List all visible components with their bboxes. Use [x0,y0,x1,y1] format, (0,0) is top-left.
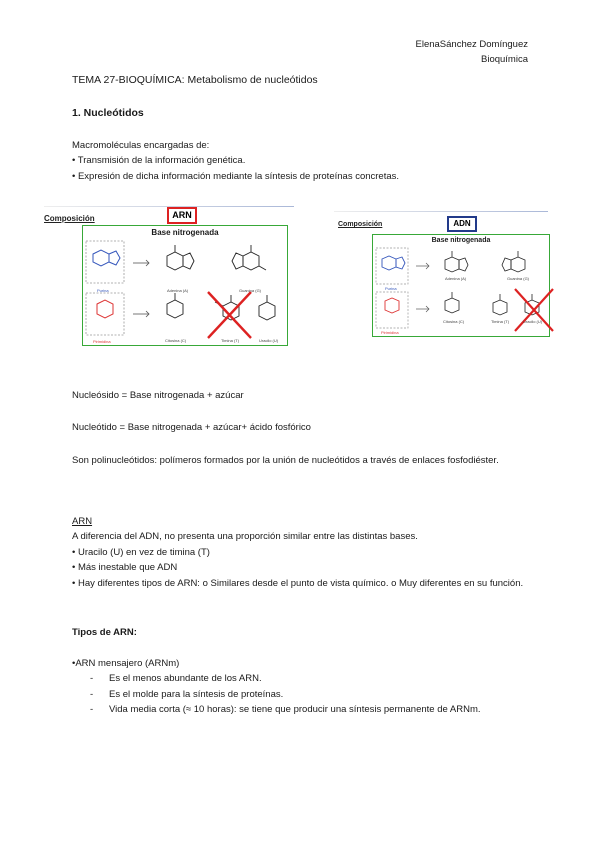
arn-intro: A diferencia del ADN, no presenta una proporción similar entre las distintas bases. [72,531,418,542]
dash-marker: - [90,673,94,684]
citosina-label: Citosina (C) [165,338,187,343]
intro-text: Macromoléculas encargadas de: [72,140,210,151]
composicion-label: Composición [44,214,95,223]
adn-tag: ADN [447,216,477,232]
bullet-item: • Más inestable que ADN [72,562,178,573]
figure-arn [44,206,296,348]
pirimidina-label: Pirimidina [93,339,111,344]
arn-heading: ARN [72,516,93,527]
document-title: TEMA 27-BIOQUÍMICA: Metabolismo de nucleótidos [72,74,318,86]
composicion-label: Composición [338,221,383,228]
purina-label: Purina [385,286,397,291]
uracilo-label: Uracilo (U) [523,319,543,324]
author-name: ElenaSánchez Domínguez [415,39,528,50]
bullet-item: • Hay diferentes tipos de ARN: o Similares desde el punto de vista químico. o Muy diferentes en su función. [72,578,524,589]
nucleosido-definition: Nucleósido = Base nitrogenada + azúcar [72,390,244,401]
bullet-item: • Uracilo (U) en vez de timina (T) [72,547,210,558]
sub-item: Es el molde para la síntesis de proteínas. [109,689,284,700]
purina-label: Purina [97,288,109,293]
figure-top-line [334,211,548,212]
molecule-structures-svg [83,226,287,345]
dash-marker: - [90,704,94,715]
sub-item: Vida media corta (≈ 10 horas): se tiene que producir una síntesis permanente de ARNm. [109,704,481,715]
timina-label: Timina (T) [221,338,240,343]
bullet-item: • Expresión de dicha información mediante la síntesis de proteínas concretas. [72,171,400,182]
tipo-item: •ARN mensajero (ARNm) [72,658,180,669]
base-nitrogenada-title: Base nitrogenada [151,228,219,237]
tipos-heading: Tipos de ARN: [72,627,137,638]
arn-tag: ARN [167,207,197,224]
base-nitrogenada-title: Base nitrogenada [431,237,491,244]
polinucleotidos-paragraph: Son polinucleótidos: polímeros formados por la unión de nucleótidos a través de enlaces fosfodiéster. [72,455,499,466]
subject-name: Bioquímica [481,54,528,65]
pirimidina-label: Pirimidina [381,330,399,335]
uracilo-label: Uracilo (U) [259,338,279,343]
guanina-label: Guanina (G) [507,276,530,281]
sub-item: Es el menos abundante de los ARN. [109,673,262,684]
citosina-label: Citosina (C) [443,319,465,324]
adenina-label: Adenina (A) [167,288,189,293]
bullet-item: • Transmisión de la información genética. [72,155,246,166]
figure-adn [334,211,552,337]
adenina-label: Adenina (A) [445,276,467,281]
base-nitrogenada-box [372,234,550,337]
dash-marker: - [90,689,94,700]
nucleotido-definition: Nucleótido = Base nitrogenada + azúcar+ ácido fosfórico [72,422,311,433]
section-heading-nucleotidos: 1. Nucleótidos [72,107,144,119]
base-nitrogenada-box [82,225,288,346]
timina-label: Timina (T) [491,319,510,324]
guanina-label: Guanina (G) [239,288,262,293]
